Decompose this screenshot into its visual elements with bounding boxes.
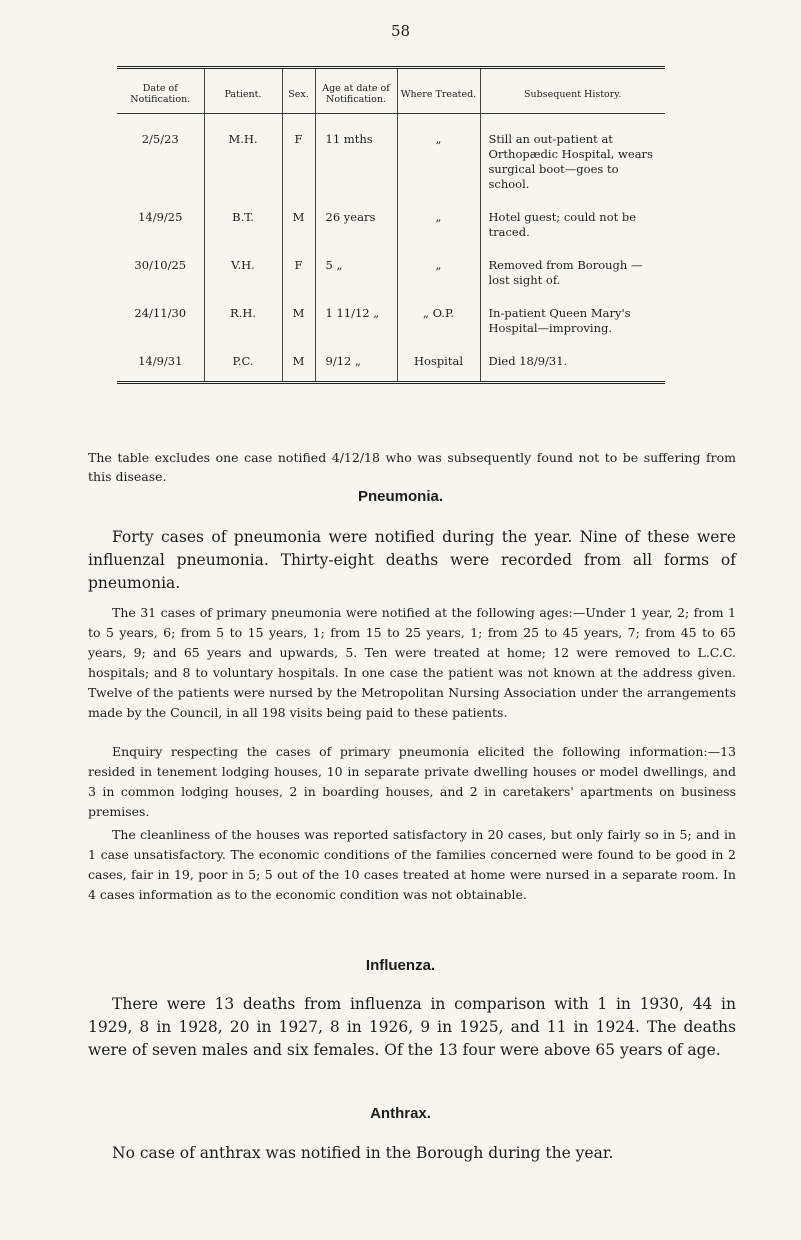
header-where-treated: Where Treated.: [397, 68, 480, 114]
cell-where-treated: „: [397, 258, 480, 306]
header-subsequent-history: Subsequent History.: [480, 68, 665, 114]
cell-history: Died 18/9/31.: [480, 354, 665, 383]
notification-table-container: [117, 66, 665, 384]
pneumonia-paragraph-3: Enquiry respecting the cases of primary pneumonia elicited the following information:—13 resided in tenement lodging houses, 10 in separate private dwelling houses or model dwellings, and 3 in common lodging houses, 2 in boarding houses, and 2 in caretakers' apartments on business premises.: [88, 744, 736, 819]
notification-table: [117, 66, 665, 384]
cell-sex: M: [282, 210, 315, 258]
anthrax-paragraph: No case of anthrax was notified in the Borough during the year.: [112, 1144, 614, 1162]
cell-where-treated: „: [397, 210, 480, 258]
pneumonia-paragraph-2: The 31 cases of primary pneumonia were notified at the following ages:—Under 1 year, 2; from 1 to 5 years, 6; from 5 to 15 years, 1; from 15 to 25 years, 1; from 25 to 45 years, 7; from 45 to 65 years, 9; and 65 years and upwards, 5. Ten were treated at home; 12 were removed to L.C.C. hospitals; and 8 to voluntary hospitals. In one case the patient was not known at the address given. Twelve of the patients were nursed by the Metropolitan Nursing Association under the arrangements made by the Council, in all 198 visits being paid to these patients.: [88, 605, 736, 720]
header-patient: Patient.: [204, 68, 282, 114]
cell-sex: F: [282, 258, 315, 306]
cell-date: 14/9/25: [138, 210, 183, 224]
cell-sex: M: [282, 354, 315, 383]
cell-sex: F: [282, 114, 315, 211]
cell-history: Removed from Borough —lost sight of.: [480, 258, 665, 306]
cell-where-treated: „ O.P.: [397, 306, 480, 354]
table-row: [117, 210, 665, 258]
pneumonia-heading: Pneumonia.: [357, 488, 443, 505]
cell-patient: R.H.: [204, 306, 282, 354]
table-row: [117, 114, 665, 211]
cell-sex: M: [282, 306, 315, 354]
table-header-row: [117, 68, 665, 114]
table-note: The table excludes one case notified 4/12/18 who was subsequently found not to be suffering from this disease.: [88, 449, 736, 484]
pneumonia-paragraph-1: Forty cases of pneumonia were notified during the year. Nine of these were influenzal pneumonia. Thirty-eight deaths were recorded from all forms of pneumonia.: [88, 528, 736, 592]
header-date: Date of Notification.: [117, 68, 204, 114]
header-age: Age at date of Notification.: [315, 68, 397, 114]
cell-date: 2/5/23: [141, 132, 179, 146]
cell-age: 26 years: [315, 210, 397, 258]
anthrax-heading: Anthrax.: [370, 1105, 431, 1122]
cell-patient: B.T.: [204, 210, 282, 258]
cell-age: 5 „: [315, 258, 397, 306]
cell-patient: P.C.: [204, 354, 282, 383]
cell-patient: V.H.: [204, 258, 282, 306]
table-row: [117, 258, 665, 306]
cell-history: Hotel guest; could not be traced.: [480, 210, 665, 258]
cell-age: 11 mths: [315, 114, 397, 211]
cell-history: In-patient Queen Mary's Hospital—improving.: [480, 306, 665, 354]
page-number: 58: [390, 22, 411, 40]
table-row: [117, 354, 665, 383]
cell-patient: M.H.: [204, 114, 282, 211]
influenza-heading: Influenza.: [365, 957, 436, 974]
cell-date: 24/11/30: [134, 306, 187, 320]
cell-date: 14/9/31: [117, 354, 204, 383]
table-row: [117, 306, 665, 354]
influenza-paragraph: There were 13 deaths from influenza in comparison with 1 in 1930, 44 in 1929, 8 in 1928, 20 in 1927, 8 in 1926, 9 in 1925, and 11 in 1924. The deaths were of seven males and six females. Of the 13 four were above 65 years of age.: [88, 995, 736, 1059]
cell-history: Still an out-patient at Orthopædic Hospital, wears surgical boot—goes to school.: [480, 114, 665, 211]
pneumonia-paragraph-4: The cleanliness of the houses was reported satisfactory in 20 cases, but only fairly so in 5; and in 1 case unsatisfactory. The economic conditions of the families concerned were found to be good in 2 cases, fair in 19, poor in 5; 5 out of the 10 cases treated at home were nursed in a separate room. In 4 cases information as to the economic condition was not obtainable.: [88, 827, 736, 902]
cell-age: 1 11/12 „: [315, 306, 397, 354]
cell-age: 9/12 „: [315, 354, 397, 383]
cell-where-treated: Hospital: [397, 354, 480, 383]
cell-where-treated: „: [397, 114, 480, 211]
cell-date: 30/10/25: [134, 258, 187, 272]
header-sex: Sex.: [282, 68, 315, 114]
